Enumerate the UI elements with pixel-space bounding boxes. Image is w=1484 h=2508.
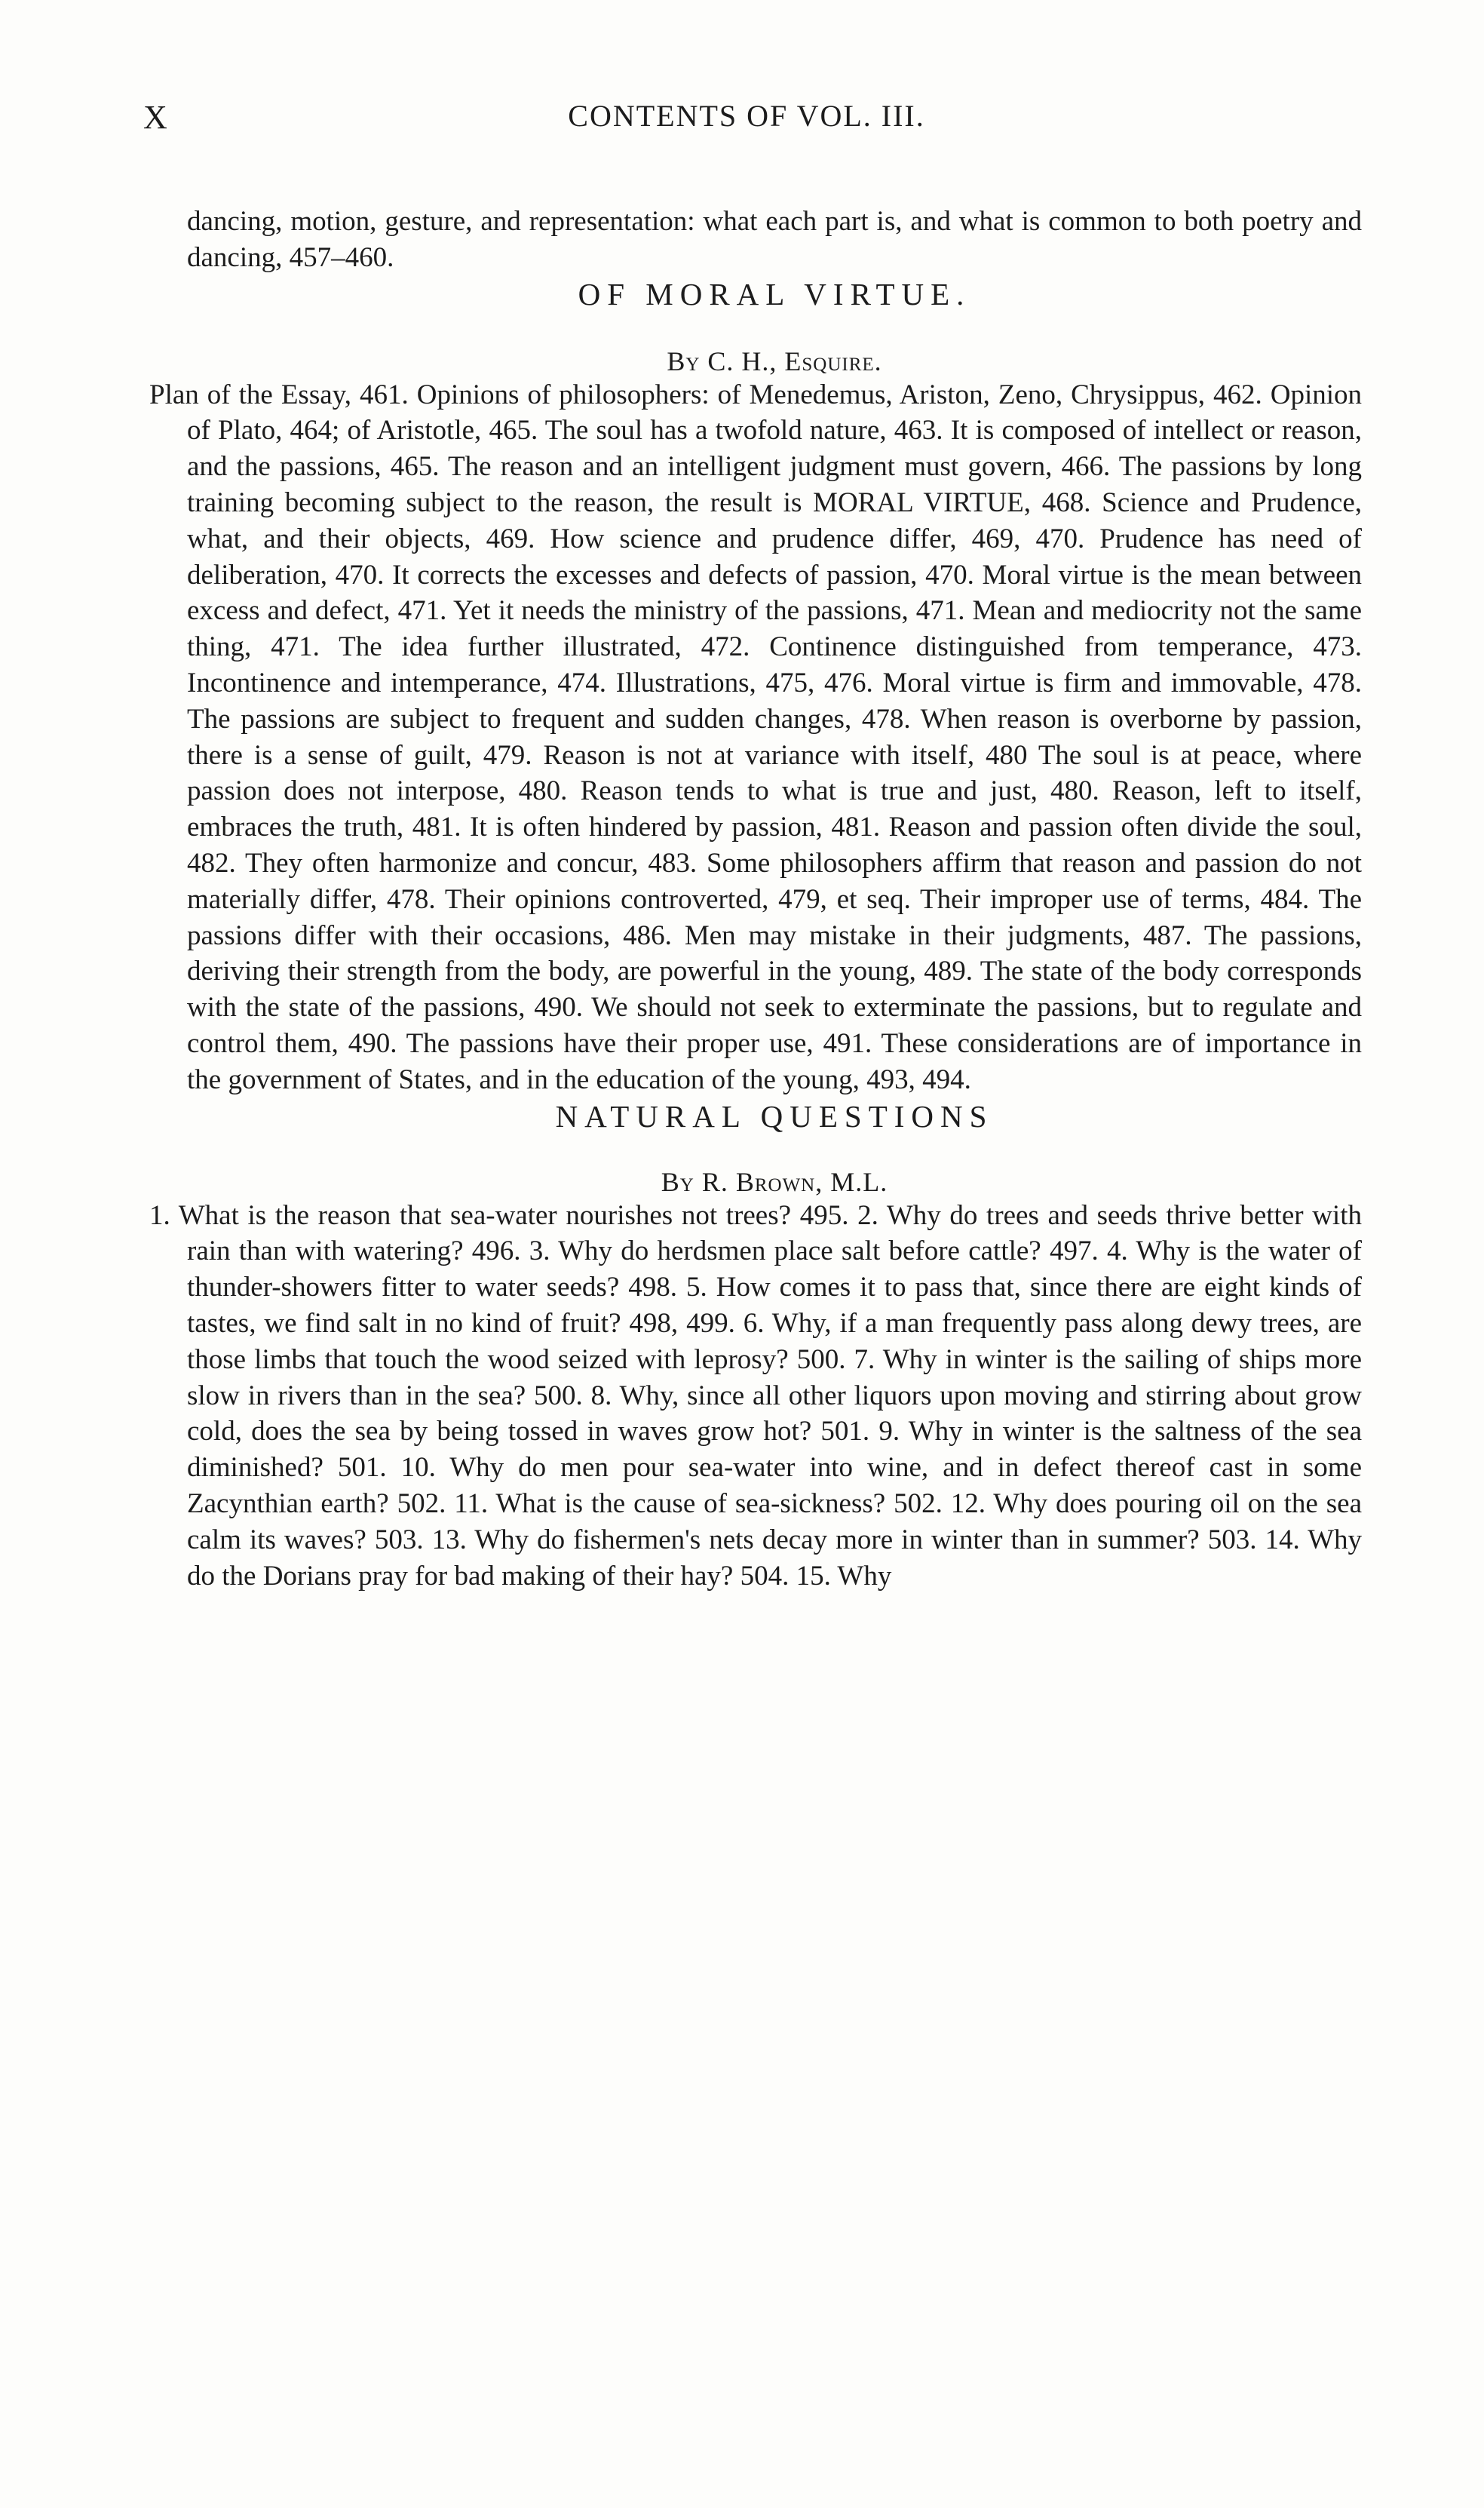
page-header — [143, 98, 1350, 143]
section-title-moral-virtue: OF MORAL VIRTUE. — [578, 276, 971, 312]
section-author-natural-questions: By R. Brown, M.L. — [661, 1166, 888, 1197]
section-author-moral-virtue: By C. H., Esquire. — [667, 345, 882, 376]
contents-body — [149, 204, 1362, 1594]
section-summary-natural-questions: 1. What is the reason that sea-water nourishes not trees? 495. 2. Why do trees and seeds thrive better with rain than with watering? 496. 3. Why do herdsmen place salt before cattle? 497. 4. Why is the water of thunder-showers fitter to water seeds? 498. 5. How comes it to pass that, since there are eight kinds of tastes, we find salt in no kind of fruit? 498, 499. 6. Why, if a man frequently pass along dewy trees, are those limbs that touch the wood seized with leprosy? 500. 7. Why in winter is the sailing of ships more slow in rivers than in the sea? 500. 8. Why, since all other liquors upon moving and stirring about grow cold, does the sea by being tossed in waves grow hot? 501. 9. Why in winter is the saltness of the sea diminished? 501. 10. Why do men pour sea-water into wine, and in defect thereof cast in some Zacynthian earth? 502. 11. What is the cause of sea-sickness? 502. 12. Why does pouring oil on the sea calm its waves? 503. 13. Why do fishermen's nets decay more in winter than in summer? 503. 14. Why do the Dorians pray for bad making of their hay? 504. 15. Why — [149, 1199, 1362, 1592]
intro-paragraph: dancing, motion, gesture, and representation: what each part is, and what is common to both poetry and dancing, 457–460. — [187, 206, 1362, 273]
section-summary-moral-virtue: Plan of the Essay, 461. Opinions of philosophers: of Menedemus, Ariston, Zeno, Chrysippus, 462. Opinion of Plato, 464; of Aristotle, 465. The soul has a twofold nature, 463. It is composed of intellect or reason, and the passions, 465. The reason and an intelligent judgment must govern, 466. The passions by long training becoming subject to the reason, the result is MORAL VIRTUE, 468. Science and Prudence, what, and their objects, 469. How science and prudence differ, 469, 470. Prudence has need of deliberation, 470. It corrects the excesses and defects of passion, 470. Moral virtue is the mean between excess and defect, 471. Yet it needs the ministry of the passions, 471. Mean and mediocrity not the same thing, 471. The idea further illustrated, 472. Continence distinguished from temperance, 473. Incontinence and intemperance, 474. Illustrations, 475, 476. Moral virtue is firm and immovable, 478. The passions are subject to frequent and sudden changes, 478. When reason is overborne by passion, there is a sense of guilt, 479. Reason is not at variance with itself, 480 The soul is at peace, where passion does not interpose, 480. Reason tends to what is true and just, 480. Reason, left to itself, embraces the truth, 481. It is often hindered by passion, 481. Reason and passion often divide the soul, 482. They often harmonize and concur, 483. Some philosophers affirm that reason and passion do not materially differ, 478. Their opinions controverted, 479, et seq. Their improper use of terms, 484. The passions differ with their occasions, 486. Men may mistake in their judgments, 487. The passions, deriving their strength from the body, are powerful in the young, 489. The state of the body corresponds with the state of the passions, 490. We should not seek to exterminate the passions, but to regulate and control them, 490. The passions have their proper use, 491. These considerations are of importance in the government of States, and in the education of the young, 493, 494. — [149, 379, 1362, 1095]
page-number: X — [143, 99, 169, 136]
running-head: CONTENTS OF VOL. III. — [568, 99, 925, 133]
section-title-natural-questions: NATURAL QUESTIONS — [555, 1098, 994, 1134]
